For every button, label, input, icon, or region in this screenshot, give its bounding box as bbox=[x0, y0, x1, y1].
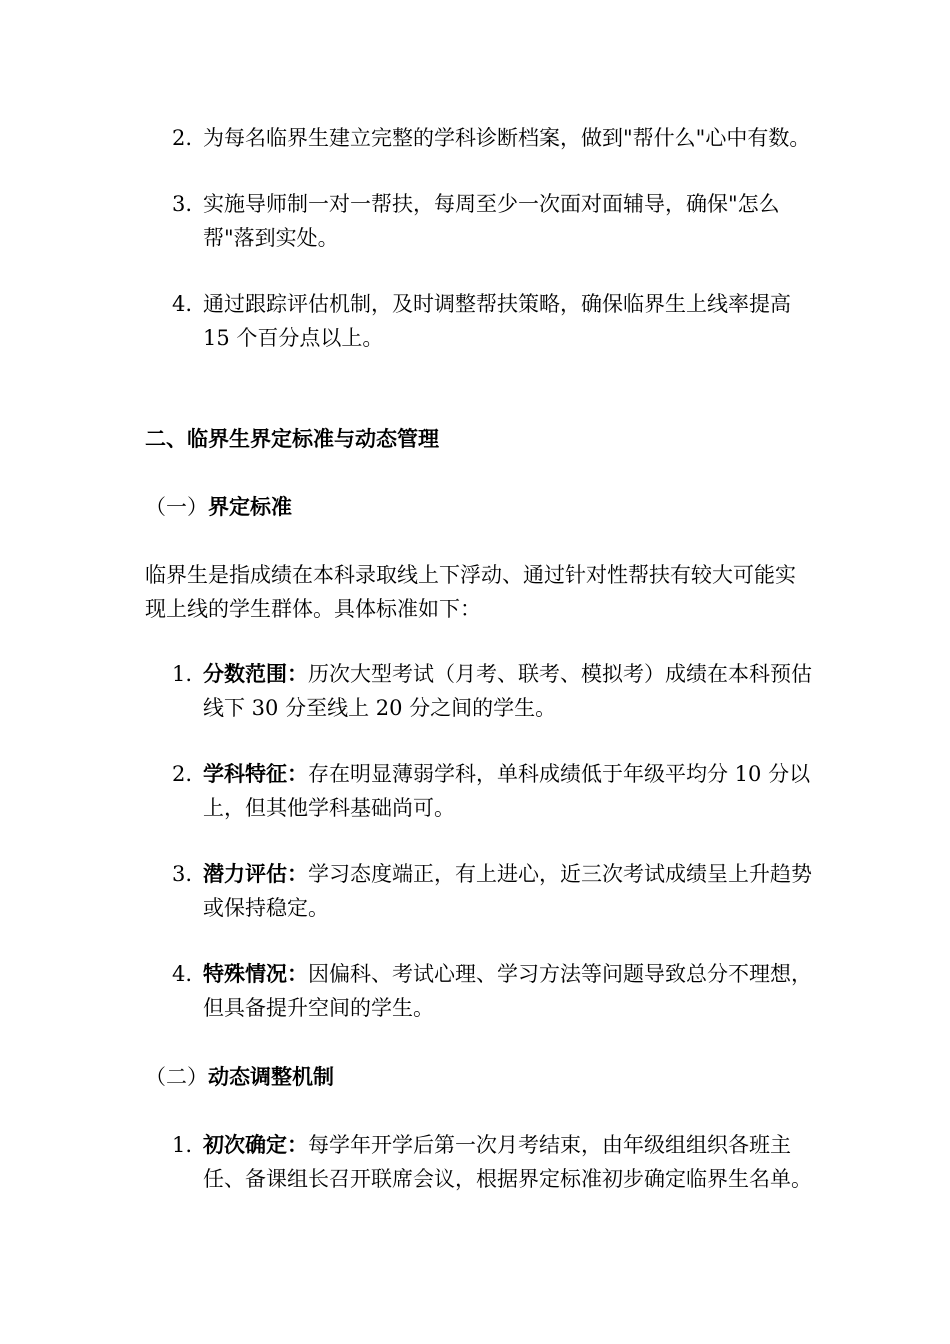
sub-heading-title: 动态调整机制 bbox=[208, 1065, 334, 1089]
list-item-text: 实施导师制一对一帮扶，每周至少一次面对面辅导，确保"怎么帮"落到实处。 bbox=[203, 192, 780, 250]
list-number: 4. bbox=[172, 962, 193, 986]
list-item-text: 通过跟踪评估机制，及时调整帮扶策略，确保临界生上线率提高 15 个百分点以上。 bbox=[203, 292, 791, 350]
list-item-text: 存在明显薄弱学科，单科成绩低于年级平均分 10 分以上，但其他学科基础尚可。 bbox=[203, 762, 811, 820]
sub-heading-mechanism bbox=[145, 1060, 334, 1094]
section-heading: 二、临界生界定标准与动态管理 bbox=[145, 427, 439, 451]
sub-heading-title: 界定标准 bbox=[208, 495, 292, 519]
list-item-keyword: 分数范围： bbox=[203, 662, 308, 686]
list-number: 3. bbox=[172, 862, 193, 886]
sub-heading-criteria bbox=[145, 490, 292, 524]
list-item bbox=[172, 287, 812, 355]
list-item-keyword: 潜力评估： bbox=[203, 862, 308, 886]
goals-list bbox=[172, 121, 812, 355]
list-number: 1. bbox=[172, 1133, 193, 1157]
list-item bbox=[172, 957, 812, 1025]
list-item-text: 因偏科、考试心理、学习方法等问题导致总分不理想，但具备提升空间的学生。 bbox=[203, 962, 812, 1020]
mechanism-list bbox=[172, 1128, 812, 1196]
sub-heading-prefix: （一） bbox=[145, 495, 208, 519]
list-item bbox=[172, 757, 812, 825]
list-item bbox=[172, 187, 812, 255]
list-item bbox=[172, 857, 812, 925]
list-number: 3. bbox=[172, 192, 193, 216]
list-item-text: 学习态度端正，有上进心，近三次考试成绩呈上升趋势或保持稳定。 bbox=[203, 862, 812, 920]
list-item-keyword: 学科特征： bbox=[203, 762, 308, 786]
list-number: 2. bbox=[172, 126, 193, 150]
list-number: 1. bbox=[172, 662, 193, 686]
definition-paragraph: 临界生是指成绩在本科录取线上下浮动、通过针对性帮扶有较大可能实现上线的学生群体。具体标准如下： bbox=[145, 563, 796, 621]
list-item bbox=[172, 121, 812, 155]
list-item-keyword: 初次确定： bbox=[203, 1133, 308, 1157]
list-number: 2. bbox=[172, 762, 193, 786]
list-item-text: 每学年开学后第一次月考结束，由年级组组织各班主任、备课组长召开联席会议，根据界定标准初步确定临界生名单。 bbox=[203, 1133, 812, 1191]
list-number: 4. bbox=[172, 292, 193, 316]
sub-heading-prefix: （二） bbox=[145, 1065, 208, 1089]
list-item-text: 历次大型考试（月考、联考、模拟考）成绩在本科预估线下 30 分至线上 20 分之间的学生。 bbox=[203, 662, 812, 720]
list-item bbox=[172, 1128, 812, 1196]
list-item-text: 为每名临界生建立完整的学科诊断档案，做到"帮什么"心中有数。 bbox=[203, 126, 811, 150]
list-item-keyword: 特殊情况： bbox=[203, 962, 308, 986]
list-item bbox=[172, 657, 812, 725]
criteria-list bbox=[172, 657, 812, 1025]
